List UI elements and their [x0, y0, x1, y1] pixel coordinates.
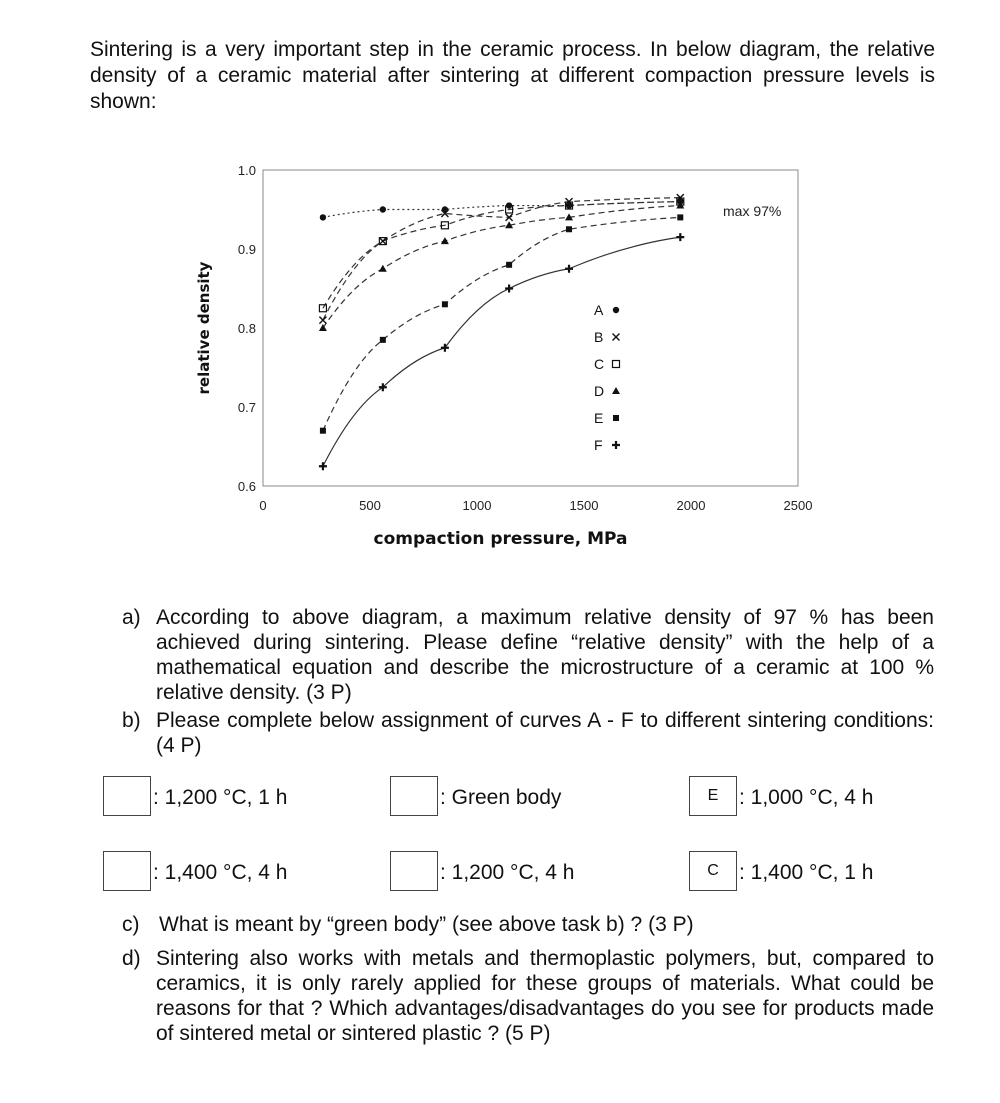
- legend-label-f: F: [594, 437, 603, 453]
- legend-marker-f: [612, 441, 620, 449]
- data-point-e: [677, 214, 683, 220]
- condition-5: : 1,200 °C, 4 h: [440, 861, 575, 884]
- question-d-label: d): [122, 947, 141, 970]
- data-point-e: [506, 262, 512, 268]
- legend-marker-d: [612, 387, 620, 394]
- data-point-b: [379, 238, 386, 245]
- data-point-f: [441, 344, 449, 352]
- condition-1: : 1,200 °C, 1 h: [153, 786, 288, 809]
- x-tick-label: 1500: [569, 498, 599, 513]
- plot-area: [263, 170, 798, 486]
- legend-marker-c: [613, 361, 620, 368]
- y-axis-label: relative density: [195, 261, 213, 395]
- series-line-b: [323, 198, 680, 320]
- data-point-e: [566, 226, 572, 232]
- series-line-a: [323, 202, 680, 218]
- question-d: [122, 946, 934, 1046]
- max-annotation: max 97%: [723, 203, 782, 219]
- legend-label-e: E: [594, 410, 604, 426]
- data-point-d: [379, 265, 387, 272]
- question-b-text: Please complete below assignment of curves A - F to different sintering conditions: (4 P): [156, 709, 934, 757]
- condition-2: : Green body: [440, 786, 562, 809]
- answer-box-1[interactable]: [103, 776, 151, 816]
- density-chart: [180, 150, 860, 570]
- question-b-label: b): [122, 709, 141, 732]
- legend-marker-a: [613, 307, 619, 313]
- answer-box-3[interactable]: E: [689, 776, 737, 816]
- data-point-f: [319, 462, 327, 470]
- answer-box-4[interactable]: [103, 851, 151, 891]
- legend-label-b: B: [594, 329, 604, 345]
- x-tick-label: 1000: [462, 498, 492, 513]
- data-point-f: [565, 265, 573, 273]
- y-tick-label: 0.9: [237, 242, 256, 257]
- data-point-f: [676, 233, 684, 241]
- x-axis-label: compaction pressure, MPa: [373, 529, 628, 549]
- data-point-b: [319, 317, 326, 324]
- question-a-label: a): [122, 606, 141, 629]
- question-d-text: Sintering also works with metals and thermoplastic polymers, but, compared to ceramics, it is only rarely applied for these groups of materials. What could be reasons for that ? Which advantages/disadvantages do you see for products made of sintered metal or sintered plastic ? (5 P): [156, 947, 934, 1045]
- data-point-e: [380, 337, 386, 343]
- data-point-e: [320, 428, 326, 434]
- condition-6: : 1,400 °C, 1 h: [739, 861, 874, 884]
- y-tick-label: 0.8: [237, 321, 256, 336]
- data-point-c: [319, 305, 326, 312]
- question-c-text: What is meant by “green body” (see above task b) ? (3 P): [159, 913, 694, 936]
- question-c: [122, 912, 934, 937]
- legend-label-d: D: [594, 383, 605, 399]
- question-c-label: c): [122, 913, 140, 936]
- data-point-d: [441, 237, 449, 244]
- answer-box-2[interactable]: [390, 776, 438, 816]
- answer-box-6[interactable]: C: [689, 851, 737, 891]
- answer-box-5[interactable]: [390, 851, 438, 891]
- legend-label-a: A: [594, 302, 604, 318]
- condition-3: : 1,000 °C, 4 h: [739, 786, 874, 809]
- intro-text: Sintering is a very important step in the ceramic process. In below diagram, the relative density of a ceramic material after sintering at different compaction pressure levels is shown:: [90, 38, 935, 113]
- y-tick-label: 0.6: [237, 479, 256, 494]
- question-a: [122, 605, 934, 705]
- x-tick-label: 500: [359, 498, 381, 513]
- series-line-f: [323, 237, 680, 466]
- question-b: [122, 708, 934, 758]
- series-line-e: [323, 217, 680, 430]
- x-tick-label: 0: [259, 498, 267, 513]
- condition-4: : 1,400 °C, 4 h: [153, 861, 288, 884]
- x-tick-label: 2000: [676, 498, 706, 513]
- data-point-f: [505, 285, 513, 293]
- data-point-d: [319, 324, 327, 331]
- data-point-e: [442, 301, 448, 307]
- data-point-a: [380, 206, 386, 212]
- data-point-a: [320, 214, 326, 220]
- question-a-text: According to above diagram, a maximum relative density of 97 % has been achieved during sintering. Please define “relative density” with the help of a mathematical equation and describe the microstructure of a ceramic at 100 % relative density. (3 P): [156, 606, 934, 704]
- y-tick-label: 1.0: [237, 163, 256, 178]
- legend-marker-b: [613, 334, 620, 341]
- legend-marker-e: [613, 415, 619, 421]
- legend-label-c: C: [594, 356, 605, 372]
- y-tick-label: 0.7: [237, 400, 256, 415]
- x-tick-label: 2500: [783, 498, 813, 513]
